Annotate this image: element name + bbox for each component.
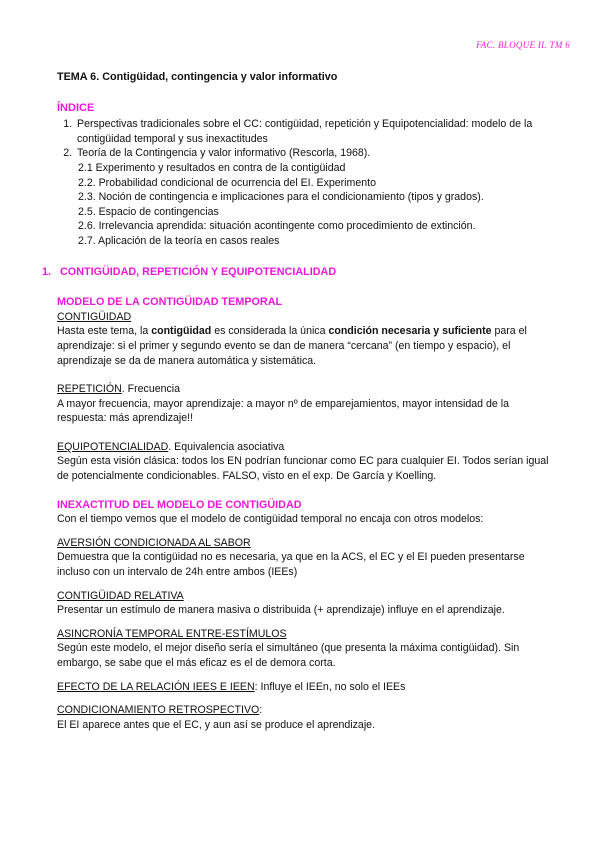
aversion-text: Demuestra que la contigüidad no es necesaria, ya que en la ACS, el EC y el EI pueden presentarse incluso con un intervalo de 24h entre ambos (IEEs) [57, 551, 525, 579]
document-title: TEMA 6. Contigüidad, contingencia y valor informativo [57, 71, 338, 83]
document-corner-label: FAC. BLOQUE II. TM 6 [476, 40, 570, 50]
asincronia-text: Según este modelo, el mejor diseño sería el simultáneo (que presenta la máxima contigüidad). Sin embargo, se sabe que el más eficaz es el de demora corta. [57, 642, 520, 669]
inexactitud-intro: Con el tiempo vemos que el modelo de contigüidad temporal no encaja con otros modelos: [57, 513, 484, 526]
relativa-text: Presentar un estímulo de manera masiva o distribuida (+ aprendizaje) influye en el aprendizaje. [57, 604, 505, 617]
relativa-label: CONTIGÜIDAD RELATIVA [57, 589, 184, 602]
index-item-label: Teoría de la Contingencia y valor informativo (Rescorla, 1968). [77, 147, 371, 160]
index-item [75, 146, 557, 248]
index-list [57, 117, 557, 248]
index-subitem: 2.1 Experimento y resultados en contra de la contigüidad [78, 161, 346, 174]
repeticion-heading: REPETICIÓN. Frecuencia [57, 383, 181, 396]
index-subitem: 2.5. Espacio de contingencias [78, 205, 219, 218]
index-subitem: 2.2. Probabilidad condicional de ocurrencia del EI. Experimento [78, 176, 376, 189]
document-page [42, 70, 557, 732]
retro-heading: CONDICIONAMIENTO RETROSPECTIVO: [57, 704, 263, 717]
section-1-number: 1. [42, 265, 52, 278]
index-subitem: 2.6. Irrelevancia aprendida: situación acontingente como procedimiento de extinción. [78, 220, 476, 233]
repeticion-text: A mayor frecuencia, mayor aprendizaje: a mayor nº de emparejamientos, mayor intensidad de la respuesta: más aprendizaje!! [57, 397, 509, 425]
index-subitem: 2.3. Noción de contingencia e implicaciones para el condicionamiento (tipos y grados). [78, 191, 484, 204]
efecto-line: EFECTO DE LA RELACIÓN IEES E IEEN: Influye el IEEn, no solo el IEEs [57, 680, 406, 693]
contiguidad-text: Hasta este tema, la contigüidad es considerada la única condición necesaria y suficiente para el aprendizaje: si el primer y segundo evento se dan de manera “cercana” (en tiempo y espacio), el aprendizaje se da de manera automática y sistemática. [57, 325, 527, 367]
retro-text: El EI aparece antes que el EC, y aun así se produce el aprendizaje. [57, 718, 376, 731]
index-sublist [77, 161, 557, 249]
contiguidad-label: CONTIGÜIDAD [57, 310, 132, 323]
index-subitem: 2.7. Aplicación de la teoría en casos reales [78, 234, 280, 247]
inexactitud-heading: INEXACTITUD DEL MODELO DE CONTIGÜIDAD [57, 498, 302, 511]
modelo-heading: MODELO DE LA CONTIGÜIDAD TEMPORAL [57, 296, 283, 309]
index-heading: ÍNDICE [57, 101, 95, 114]
equipotencialidad-text: Según esta visión clásica: todos los EN podrían funcionar como EC para cualquier EI. Todos serían igual de potencialmente condicionables. FALSO, visto en el exp. De García y Koelling. [57, 455, 549, 483]
aversion-label: AVERSIÓN CONDICIONADA AL SABOR [57, 536, 251, 549]
index-item: 1. Perspectivas tradicionales sobre el CC: contigüidad, repetición y Equipotencialidad: modelo de la contigüidad temporal y sus inexactitudes [75, 117, 557, 146]
asincronia-label: ASINCRONÍA TEMPORAL ENTRE-ESTÍMULOS [57, 627, 287, 640]
equipotencialidad-heading: EQUIPOTENCIALIDAD. Equivalencia asociativa [57, 440, 285, 453]
section-1-title: CONTIGÜIDAD, REPETICIÓN Y EQUIPOTENCIALIDAD [60, 265, 337, 278]
section-1-heading [42, 265, 557, 280]
